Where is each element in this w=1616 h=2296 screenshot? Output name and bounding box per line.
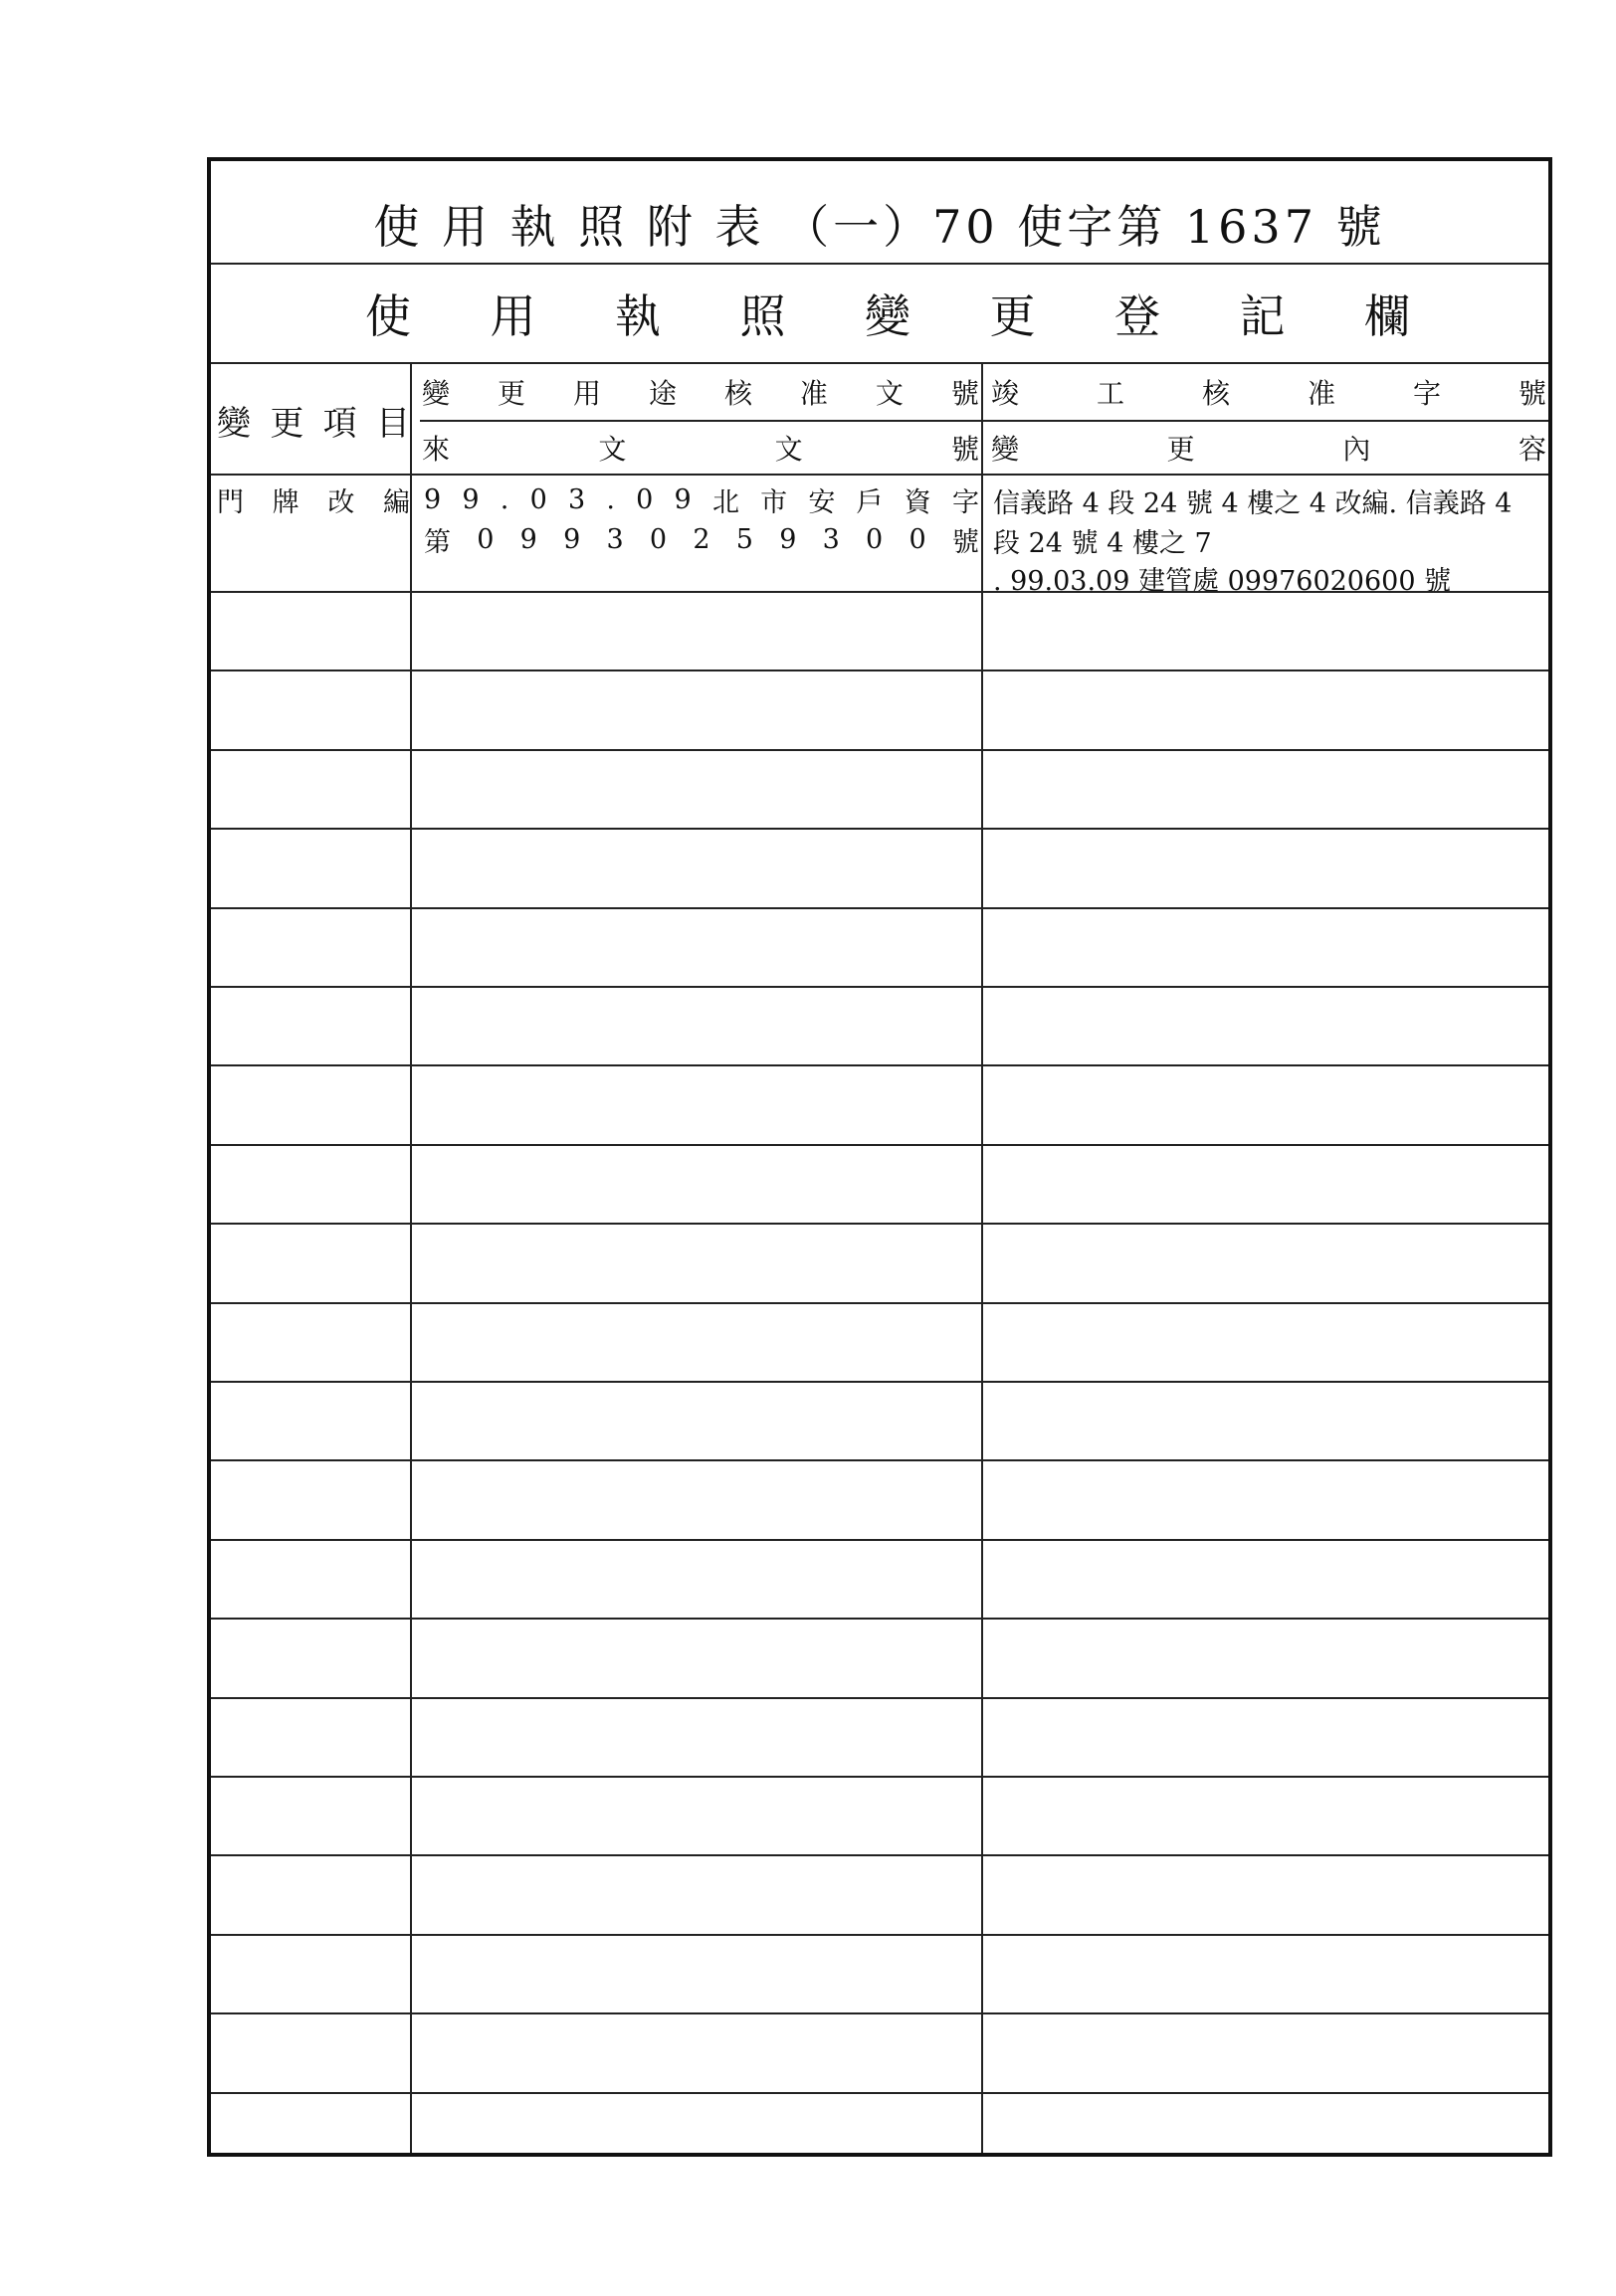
section-title-char: 執	[615, 289, 661, 343]
entry-char: 0	[866, 523, 884, 555]
entry-doc-line-1	[424, 478, 979, 521]
entry-char: 9	[462, 483, 480, 515]
section-title-char: 用	[490, 289, 536, 343]
section-title-char: 變	[865, 289, 910, 343]
entry-char: 2	[693, 523, 710, 555]
entry-char: 0	[636, 483, 654, 515]
entry-content-line-3: . 99.03.09 建管處 09976020600 號	[993, 566, 1452, 597]
header-inner-divider	[420, 420, 1548, 422]
section-title-char: 登	[1114, 289, 1160, 343]
column-divider-2	[981, 362, 983, 2153]
header-char: 號	[950, 433, 979, 466]
header-char: 更	[497, 377, 525, 410]
header-char: 內	[1342, 433, 1371, 466]
header-char: 更	[270, 403, 304, 444]
entry-char: 5	[735, 523, 753, 555]
section-title-char: 使	[365, 289, 411, 343]
header-approval-doc-number	[422, 366, 979, 418]
entry-content-line-2: 段 24 號 4 樓之 7	[993, 528, 1212, 559]
header-char: 核	[1201, 377, 1230, 410]
entry-char: 資	[904, 486, 931, 518]
entry-char: 編	[382, 486, 410, 518]
entry-char: 9	[424, 483, 442, 515]
entry-char: 3	[567, 483, 586, 515]
entry-char: 9	[674, 483, 692, 515]
header-char: 文	[774, 433, 803, 466]
header-char: 變	[217, 403, 251, 444]
section-title-char: 更	[989, 289, 1036, 343]
entry-char: 戶	[856, 486, 884, 518]
entry-content-line-1: 信義路 4 段 24 號 4 樓之 4 改編. 信義路 4	[993, 488, 1513, 519]
section-title-char: 照	[739, 289, 786, 343]
header-char: 准	[799, 377, 828, 410]
entry-change-item	[217, 478, 410, 521]
entry-char: 9	[779, 523, 797, 555]
entry-char: 北	[711, 486, 739, 518]
change-registration-form	[207, 157, 1552, 2157]
entry-char: 3	[822, 523, 840, 555]
entry-char: 字	[951, 486, 979, 518]
header-char: 用	[572, 377, 601, 410]
header-char: 變	[422, 377, 451, 410]
header-char: 竣	[991, 377, 1020, 410]
entry-char: .	[500, 483, 509, 515]
header-change-item	[217, 366, 410, 474]
entry-char: 市	[760, 486, 788, 518]
entry-char: 牌	[272, 486, 300, 518]
column-divider-1	[410, 362, 412, 2153]
entry-char: 0	[909, 523, 926, 555]
entry-char: 0	[477, 523, 495, 555]
entry-char: 第	[424, 526, 451, 558]
header-char: 途	[648, 377, 677, 410]
header-char: 准	[1307, 377, 1335, 410]
entry-char: 號	[951, 526, 979, 558]
header-char: 容	[1517, 433, 1546, 466]
header-char: 核	[723, 377, 752, 410]
header-char: 項	[322, 403, 357, 444]
header-completion-approval-number	[991, 366, 1546, 418]
header-char: 來	[422, 433, 451, 466]
title-divider	[211, 263, 1548, 265]
entry-char: 9	[563, 523, 581, 555]
header-char: 號	[1517, 377, 1546, 410]
entry-char: 0	[529, 483, 547, 515]
entry-char: 改	[327, 486, 355, 518]
entry-char: 安	[808, 486, 836, 518]
section-title-char: 欄	[1364, 289, 1410, 343]
entry-char: 9	[519, 523, 537, 555]
entry-char: 門	[217, 486, 244, 518]
entry-char: 0	[649, 523, 668, 555]
header-char: 字	[1412, 377, 1441, 410]
form-title: 使 用 執 照 附 表 （一）70 使字第 1637 號	[373, 200, 1386, 254]
section-title-char: 記	[1239, 289, 1286, 343]
header-char: 文	[598, 433, 627, 466]
header-change-content	[991, 422, 1546, 474]
header-char: 號	[950, 377, 979, 410]
header-char: 更	[1166, 433, 1195, 466]
header-incoming-doc-number	[422, 422, 979, 474]
header-char: 變	[991, 433, 1020, 466]
entry-char: .	[606, 483, 615, 515]
header-char: 目	[375, 403, 410, 444]
entry-char: 3	[606, 523, 624, 555]
section-title	[365, 269, 1410, 358]
entry-doc-line-2	[424, 517, 979, 561]
header-char: 工	[1096, 377, 1124, 410]
header-char: 文	[875, 377, 904, 410]
